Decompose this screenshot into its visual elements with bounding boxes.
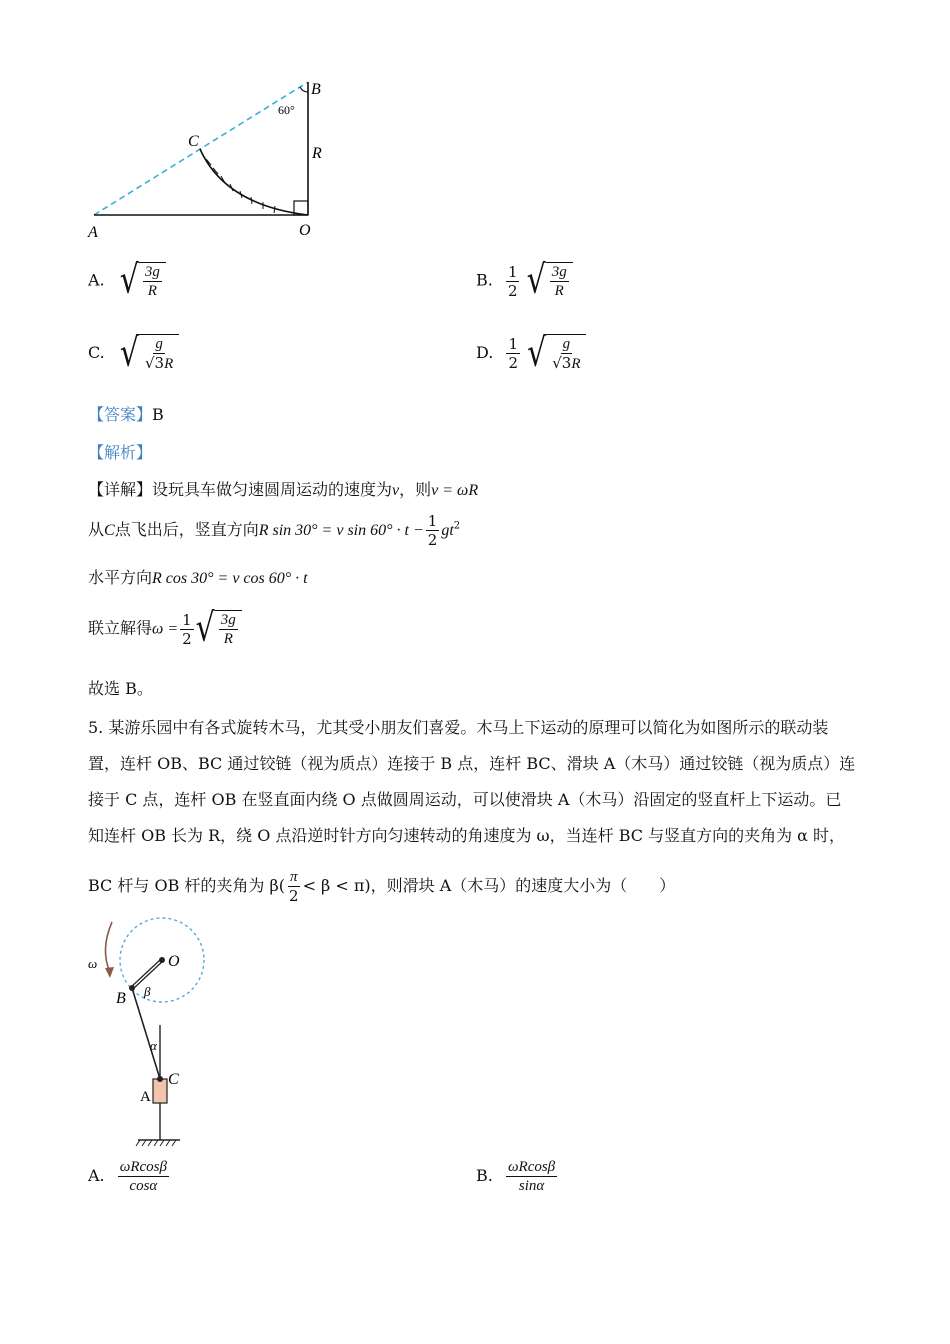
detail-line-4: [88, 605, 242, 652]
frac-num: 1: [427, 512, 438, 530]
frac-den: R: [554, 283, 564, 299]
answer-line: [88, 404, 164, 426]
analysis-tag: 【解析】: [88, 443, 153, 462]
frac-den: 2: [289, 887, 299, 905]
text-pre: 从: [88, 520, 105, 539]
figure-1-diagram: [80, 70, 340, 245]
text-body: 点飞出后，竖直方向: [114, 520, 259, 539]
omega-arrow: [105, 922, 112, 972]
frac-den: 2: [427, 531, 438, 549]
frac-den: sinα: [518, 1178, 545, 1194]
frac-num: 3g: [551, 264, 567, 280]
detail-line-3: [88, 567, 308, 590]
figure-2-diagram: [80, 910, 220, 1150]
superscript: 2: [453, 520, 461, 532]
answer-tag: 【答案】: [88, 405, 153, 424]
q4-option-d: [476, 330, 586, 376]
equation: R cos 30° = v cos 60° · t: [152, 570, 308, 587]
detail-line-5: 故选 B。: [88, 679, 153, 698]
detail-mid: ，则: [399, 480, 432, 499]
sqrt-expression: √ $\frac{g}{√3R}$: [527, 334, 586, 373]
frac-den: 2: [182, 629, 192, 648]
pivot-o: [159, 957, 165, 963]
frac-num: ωRcosβ: [119, 1159, 167, 1175]
slider-a: [153, 1079, 167, 1103]
equation-tail: gt: [441, 522, 454, 539]
frac-num: π: [290, 869, 298, 885]
answer-value: B: [152, 405, 164, 424]
frac-den: cosα: [129, 1178, 158, 1194]
coef-num: 1: [508, 335, 518, 353]
omega-arrowhead: [105, 967, 114, 978]
frac-num: g: [155, 336, 163, 352]
label-r: R: [312, 145, 322, 162]
q4-option-a: [88, 257, 166, 304]
frac-num: 1: [182, 610, 192, 629]
arc-co: [200, 149, 308, 215]
option-letter: C.: [88, 343, 105, 362]
coef-den: 2: [507, 281, 518, 300]
label-b: B: [311, 81, 321, 98]
frac-num: 3g: [144, 264, 160, 280]
option-letter: A.: [88, 270, 105, 290]
label-b: B: [116, 990, 126, 1007]
label-a: A: [88, 224, 98, 241]
sqrt-expression: √ $\frac{3g}{R}$: [527, 262, 573, 300]
option-letter: B.: [476, 1166, 493, 1185]
label-o: O: [168, 953, 180, 970]
sqrt-expression: √ $\frac{3g}{R}$: [120, 262, 166, 300]
rad-num: 3g: [220, 612, 236, 628]
q5-line-4: 知连杆 OB 长为 R，绕 O 点沿逆时针方向匀速转动的角速度为 ω，当连杆 BC 与竖直方向的夹角为 α 时，: [88, 826, 846, 845]
label-alpha: α: [150, 1038, 157, 1053]
var-v: v: [392, 482, 400, 499]
angle-arc-b: [300, 87, 308, 92]
text-body: 水平方向: [88, 568, 153, 587]
q4-option-c: [88, 330, 179, 376]
joint-c: [157, 1076, 163, 1082]
text-body: 联立解得: [88, 618, 153, 638]
equation: v = ωR: [431, 482, 479, 499]
label-o: O: [299, 222, 311, 239]
equation: ω =: [152, 620, 179, 638]
coef-num: 1: [507, 262, 518, 281]
q5-line-2: 置，连杆 OB、BC 通过铰链（视为质点）连接于 B 点，连杆 BC、滑块 A（木马）通过铰链（视为质点）连: [88, 754, 856, 773]
joint-b: [129, 985, 135, 991]
option-letter: A.: [88, 1166, 105, 1185]
detail-line-1: [88, 479, 478, 502]
frac-den: √3R: [552, 354, 581, 372]
q5-line-5: [88, 868, 675, 905]
ground-hatch: [136, 1140, 176, 1146]
detail-tag: 【详解】: [88, 480, 153, 499]
q4-option-b: [476, 257, 573, 304]
point-c: C: [104, 522, 115, 539]
frac-den: R: [147, 283, 157, 299]
text-post: < β < π)，则滑块 A（木马）的速度大小为（ ）: [302, 876, 676, 895]
q5-option-a: [88, 1158, 171, 1195]
text-pre: BC 杆与 OB 杆的夹角为 β(: [88, 876, 286, 895]
detail-text: 设玩具车做匀速圆周运动的速度为: [152, 480, 393, 499]
coef-den: 2: [508, 354, 518, 372]
label-omega: ω: [88, 956, 98, 971]
label-a: A: [140, 1089, 151, 1105]
frac-num: ωRcosβ: [507, 1159, 556, 1175]
sqrt-expression: √ $\frac{g}{√3R}$: [120, 334, 179, 373]
label-c: C: [188, 133, 199, 150]
label-beta: β: [144, 984, 151, 999]
q5-line-3: 接于 C 点，连杆 OB 在竖直面内绕 O 点做圆周运动，可以使滑块 A（木马）沿固定的竖直杆上下运动。已: [88, 790, 842, 809]
q5-line-1: 5. 某游乐园中有各式旋转木马，尤其受小朋友们喜爱。木马上下运动的原理可以简化为如图所示的联动装: [88, 718, 829, 737]
dashed-line-ab: [94, 82, 308, 215]
label-c: C: [168, 1071, 179, 1088]
option-letter: B.: [476, 270, 493, 290]
sqrt-expression: √ $\frac{3g}{R}$: [196, 610, 242, 648]
equation: R sin 30° = v sin 60° · t −: [258, 522, 424, 539]
label-angle: 60°: [278, 103, 295, 117]
rad-den: R: [223, 631, 233, 647]
option-letter: D.: [476, 343, 494, 362]
detail-line-2: [88, 512, 460, 549]
frac-den: √3R: [144, 354, 174, 372]
q5-option-b: [476, 1158, 559, 1195]
frac-num: g: [562, 336, 571, 352]
